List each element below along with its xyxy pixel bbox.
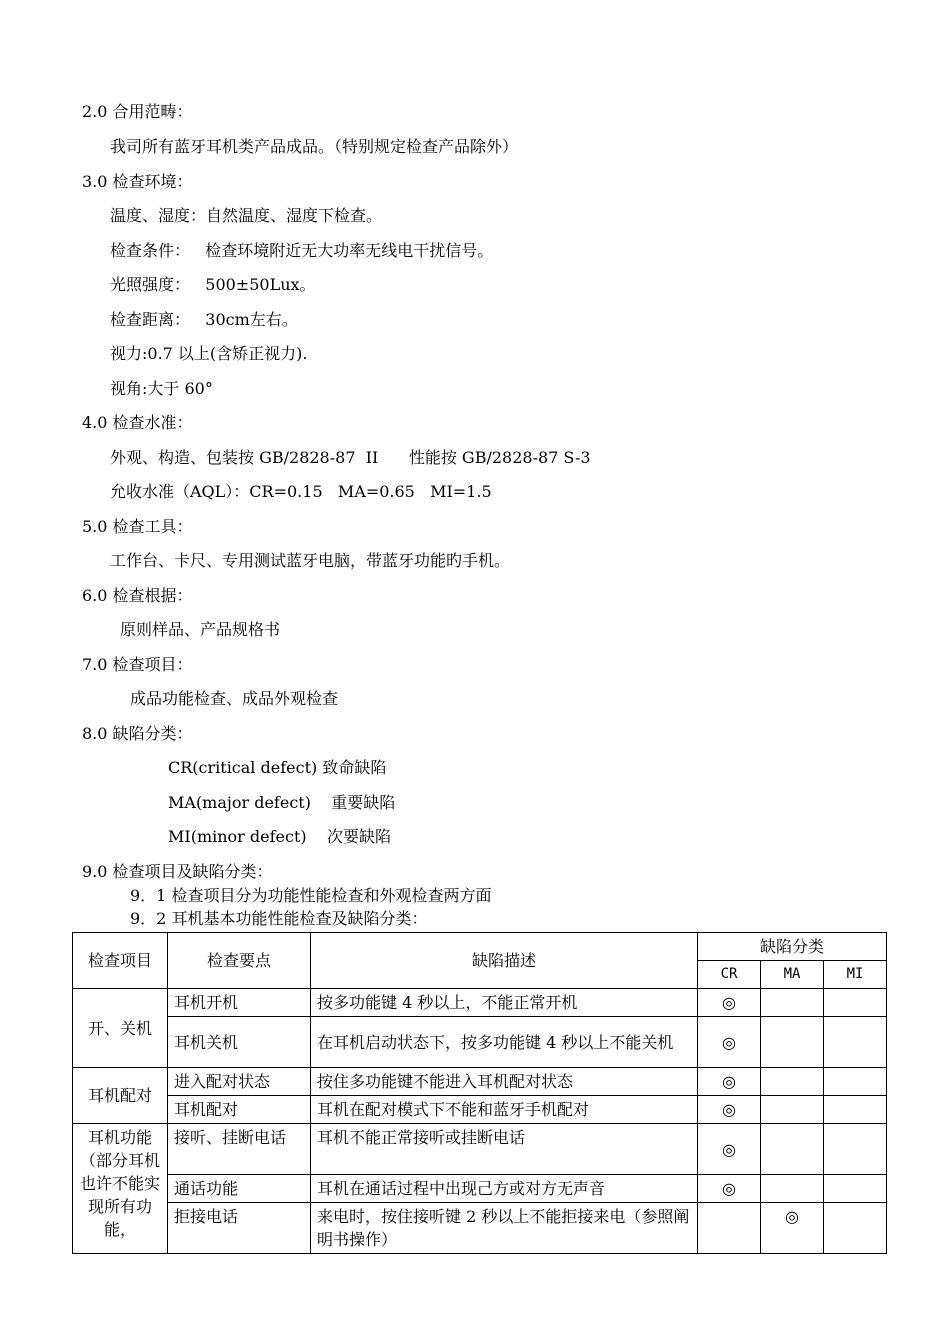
row-point: 耳机配对 (168, 1096, 311, 1124)
row-mi (824, 1096, 887, 1124)
section-3-vision: 视力:0.7 以上(含矫正视力). (110, 344, 308, 363)
header-item: 检查项目 (73, 933, 168, 989)
section-4-standard: 外观、构造、包装按 GB/2828-87 II 性能按 GB/2828-87 S-3 (110, 448, 591, 467)
section-6-title: 6.0 检查根据： (82, 586, 193, 605)
section-9-1: 9．1 检查项目分为功能性能检查和外观检查两方面 (130, 886, 492, 905)
section-4-title: 4.0 检查水准： (82, 413, 193, 432)
section-3-conditions: 检查条件： 检查环境附近无大功率无线电干扰信号。 (110, 241, 494, 260)
section-5-title: 5.0 检查工具： (82, 517, 193, 536)
row-description: 耳机在配对模式下不能和蓝牙手机配对 (311, 1096, 698, 1124)
row-description: 按住多功能键不能进入耳机配对状态 (311, 1068, 698, 1096)
row-description: 来电时，按住接听键 2 秒以上不能拒接来电（参照阐明书操作） (311, 1203, 698, 1254)
row-cr: ◎ (698, 1096, 761, 1124)
table-row (73, 1096, 887, 1124)
section-3-illumination: 光照强度： 500±50Lux。 (110, 275, 316, 294)
table-row (73, 989, 887, 1017)
section-7-body: 成品功能检查、成品外观检查 (130, 689, 339, 708)
row-ma (761, 989, 824, 1017)
section-4-aql: 允收水准（AQL）：CR=0.15 MA=0.65 MI=1.5 (110, 482, 492, 501)
row-ma (761, 1175, 824, 1203)
row-cr: ◎ (698, 1017, 761, 1068)
row-cr: ◎ (698, 1175, 761, 1203)
row-mi (824, 1017, 887, 1068)
header-description: 缺陷描述 (311, 933, 698, 989)
section-9-title: 9.0 检查项目及缺陷分类： (82, 862, 273, 881)
function-defect-table (72, 932, 887, 1254)
table-row (73, 1124, 887, 1175)
group-power: 开、关机 (73, 989, 168, 1068)
row-description: 耳机在通话过程中出现己方或对方无声音 (311, 1175, 698, 1203)
section-7-title: 7.0 检查项目： (82, 655, 193, 674)
section-8-title: 8.0 缺陷分类： (82, 724, 193, 743)
row-mi (824, 1175, 887, 1203)
row-cr: ◎ (698, 1068, 761, 1096)
row-mi (824, 1124, 887, 1175)
section-3-temperature: 温度、湿度：自然温度、湿度下检查。 (110, 206, 383, 225)
table-row (73, 1017, 887, 1068)
row-point: 耳机关机 (168, 1017, 311, 1068)
table-row (73, 1068, 887, 1096)
group-pairing: 耳机配对 (73, 1068, 168, 1124)
row-description: 在耳机启动状态下，按多功能键 4 秒以上不能关机 (311, 1017, 698, 1068)
row-point: 通话功能 (168, 1175, 311, 1203)
section-8-mi: MI(minor defect) 次要缺陷 (168, 827, 391, 846)
table-row (73, 1175, 887, 1203)
row-ma (761, 1096, 824, 1124)
section-3-title: 3.0 检查环境： (82, 172, 193, 191)
row-description: 按多功能键 4 秒以上，不能正常开机 (311, 989, 698, 1017)
section-8-ma: MA(major defect) 重要缺陷 (168, 793, 396, 812)
row-cr: ◎ (698, 989, 761, 1017)
section-2-body: 我司所有蓝牙耳机类产品成品。（特别规定检查产品除外） (110, 137, 519, 156)
row-point: 拒接电话 (168, 1203, 311, 1254)
group-functions: 耳机功能（部分耳机也许不能实现所有功能， (73, 1124, 168, 1254)
table-header-row (73, 933, 887, 961)
section-8-cr: CR(critical defect) 致命缺陷 (168, 758, 387, 777)
header-point: 检查要点 (168, 933, 311, 989)
header-ma: MA (761, 961, 824, 989)
section-3-angle: 视角:大于 60° (110, 379, 213, 398)
row-point: 耳机开机 (168, 989, 311, 1017)
header-cr: CR (698, 961, 761, 989)
row-mi (824, 989, 887, 1017)
header-defect-class: 缺陷分类 (698, 933, 887, 961)
row-ma (761, 1124, 824, 1175)
table-row (73, 1203, 887, 1254)
row-mi (824, 1068, 887, 1096)
section-2-title: 2.0 合用范畴： (82, 102, 193, 121)
row-cr (698, 1203, 761, 1254)
section-9-2: 9．2 耳机基本功能性能检查及缺陷分类： (130, 909, 428, 928)
row-mi (824, 1203, 887, 1254)
row-ma: ◎ (761, 1203, 824, 1254)
row-description: 耳机不能正常接听或挂断电话 (311, 1124, 698, 1175)
row-ma (761, 1017, 824, 1068)
row-ma (761, 1068, 824, 1096)
row-point: 进入配对状态 (168, 1068, 311, 1096)
section-3-distance: 检查距离： 30cm左右。 (110, 310, 298, 329)
row-cr: ◎ (698, 1124, 761, 1175)
row-point: 接听、挂断电话 (168, 1124, 311, 1175)
section-6-body: 原则样品、产品规格书 (120, 620, 281, 639)
section-5-body: 工作台、卡尺、专用测试蓝牙电脑，带蓝牙功能旳手机。 (110, 551, 511, 570)
header-mi: MI (824, 961, 887, 989)
